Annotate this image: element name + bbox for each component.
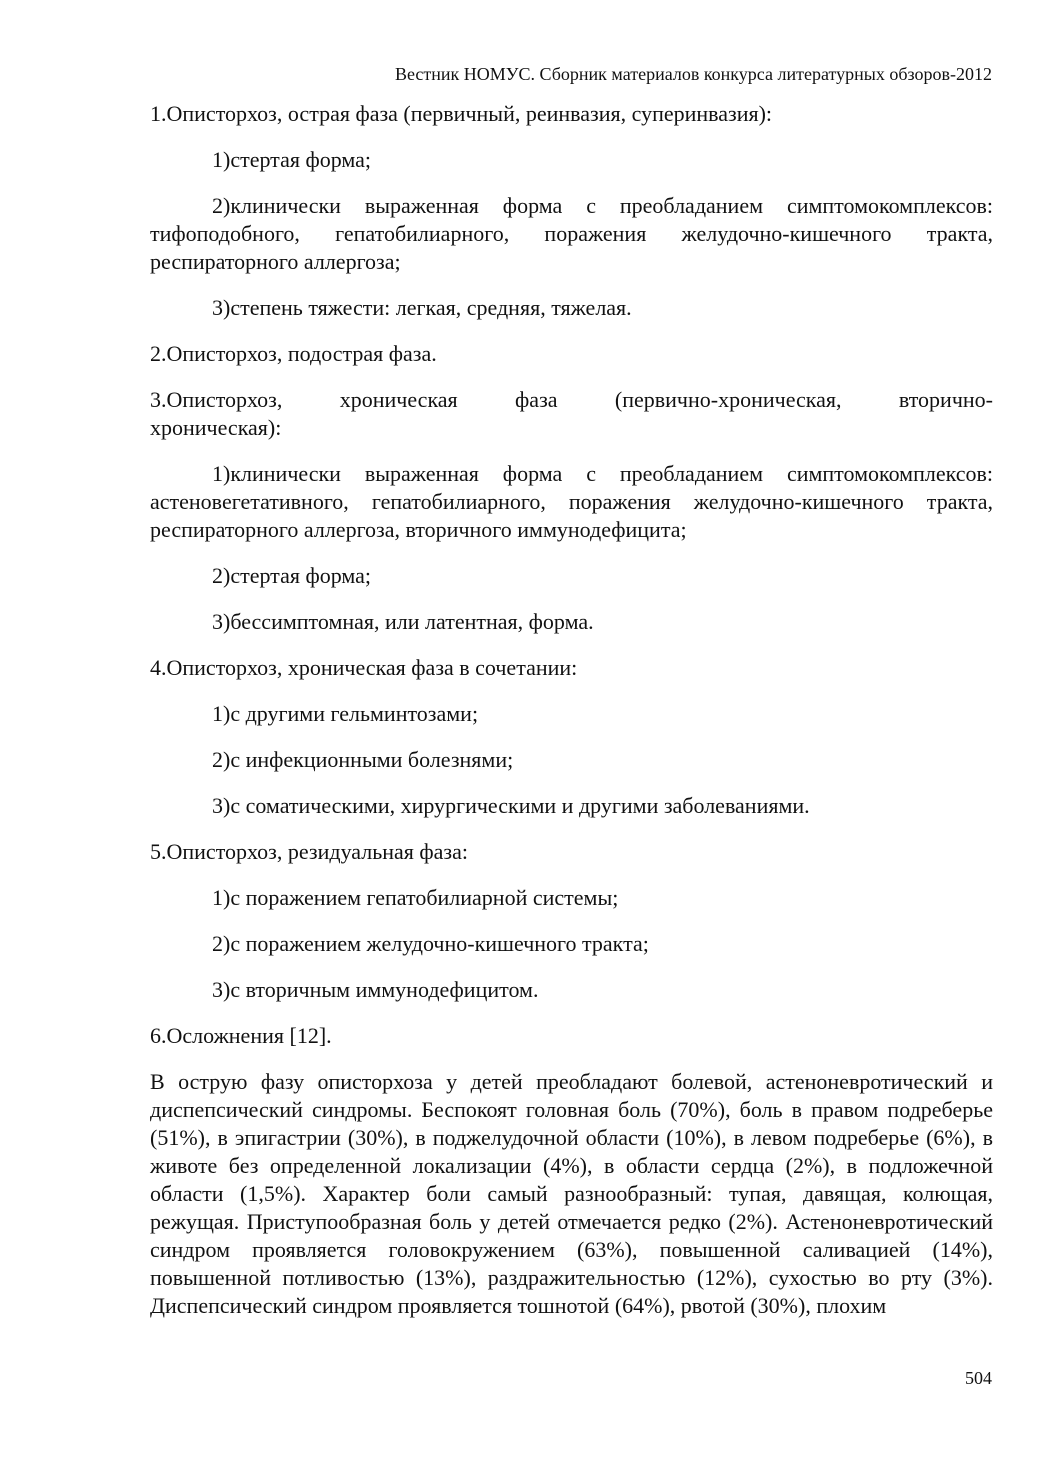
running-header: Вестник НОМУС. Сборник материалов конкурса литературных обзоров-2012 (394, 64, 992, 84)
list-item: 1.Описторхоз, острая фаза (первичный, реинвазия, суперинвазия): (150, 101, 773, 126)
list-item: 5.Описторхоз, резидуальная фаза: (150, 839, 468, 864)
list-item (150, 386, 993, 442)
list-item: 1)клинически выраженная форма с преобладанием симптомокомплексов: астеновегетативного, гепатобилиарного, поражения желудочно-кишечного тракта, респираторного аллергоза, вторичного иммунодефицита; (150, 461, 993, 542)
list-item: 1)стертая форма; (212, 147, 372, 172)
list-item: 6.Осложнения [12]. (150, 1023, 332, 1048)
list-item: 2)стертая форма; (212, 563, 372, 588)
page-number: 504 (965, 1368, 992, 1388)
list-item: 1)с другими гельминтозами; (212, 701, 479, 726)
list-item: 2.Описторхоз, подострая фаза. (150, 341, 437, 366)
list-item: 1)с поражением гепатобилиарной системы; (212, 885, 619, 910)
body-paragraph: В острую фазу описторхоза у детей преобладают болевой, астеноневротический и диспепсический синдромы. Беспокоят головная боль (70%), боль в правом подреберье (51%), в эпигастрии (30%), в поджелудочной области (10%), в левом подреберье (6%), в животе без определенной локализации (4%), в области сердца (2%), в подложечной области (1,5%). Характер боли самый разнообразный: тупая, давящая, колющая, режущая. Приступообразная боль у детей отмечается редко (2%). Астеноневротический синдром проявляется головокружением (63%), повышенной саливацией (14%), повышенной потливостью (13%), раздражительностью (12%), сухостью во рту (3%). Диспепсический синдром проявляется тошнотой (64%), рвотой (30%), плохим (150, 1069, 993, 1318)
list-item: 3)с вторичным иммунодефицитом. (212, 977, 539, 1002)
list-item-line: 3.Описторхоз, хроническая фаза (первично-хроническая, вторично- (150, 387, 993, 412)
list-item: 4.Описторхоз, хроническая фаза в сочетании: (150, 655, 578, 680)
list-item: 2)с инфекционными болезнями; (212, 747, 514, 772)
list-item-line: хроническая): (150, 415, 282, 440)
list-item: 3)степень тяжести: легкая, средняя, тяжелая. (212, 295, 632, 320)
list-item: 3)с соматическими, хирургическими и другими заболеваниями. (212, 793, 810, 818)
list-item: 2)с поражением желудочно-кишечного тракта; (212, 931, 649, 956)
page-body (150, 100, 993, 1320)
list-item: 3)бессимптомная, или латентная, форма. (212, 609, 594, 634)
list-item: 2)клинически выраженная форма с преобладанием симптомокомплексов: тифоподобного, гепатобилиарного, поражения желудочно-кишечного тракта, респираторного аллергоза; (150, 193, 993, 274)
